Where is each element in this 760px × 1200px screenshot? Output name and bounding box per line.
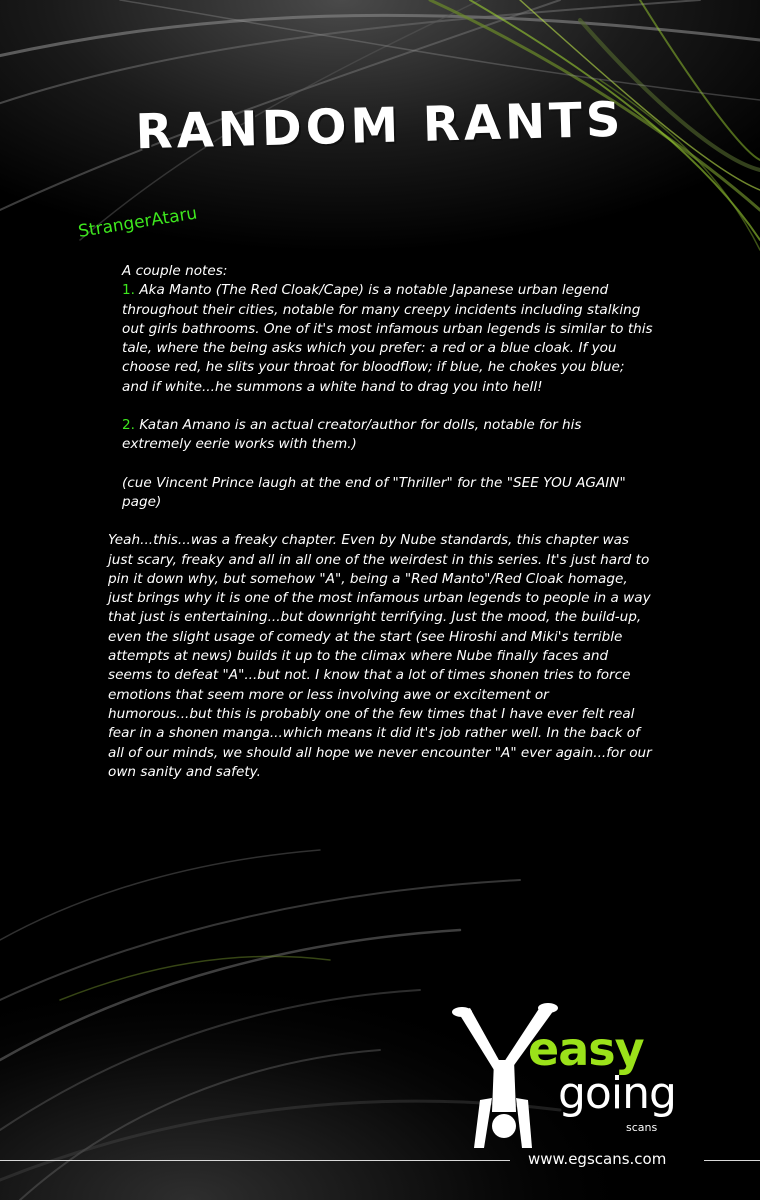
note-1-number: 1. bbox=[122, 282, 135, 299]
author-name: StrangerAtaru bbox=[76, 203, 199, 242]
note-2-number: 2. bbox=[122, 417, 135, 434]
logo-text-easy: easy bbox=[528, 1022, 644, 1076]
logo-text-scans: scans bbox=[626, 1121, 658, 1134]
footer-divider-left bbox=[0, 1160, 510, 1161]
footer-url: www.egscans.com bbox=[528, 1150, 667, 1168]
logo-text-going: going bbox=[558, 1068, 676, 1119]
rant-body: Yeah...this...was a freaky chapter. Even by Nube standards, this chapter was just scary, freaky and all in all one of the weirdest in this series. It's just hard to pin it down why, but somehow "A", being a "Red Manto"/Red Cloak homage, just brings why it is one of the most infamous urban legends to people in a way that just is entertaining...but downright terrifying. Just the mood, the build-up, even the slight usage of comedy at the start (see Hiroshi and Miki's terrible attempts at news) builds it up to the climax where Nube finally faces and seems to defeat "A"...but not. I know that a lot of times shonen tries to force emotions that seem more or less involving awe or excitement or humorous...but this is probably one of the few times that I have ever felt real fear in a shonen manga...which means it did it's job rather well. In the back of all of our minds, we should all hope we never encounter "A" ever again...for our own sanity and safety. bbox=[108, 532, 652, 780]
note-2-text: Katan Amano is an actual creator/author for dolls, notable for his extremely eerie works with them.) bbox=[122, 417, 582, 453]
scanlation-logo bbox=[450, 1000, 710, 1150]
note-1-text: Aka Manto (The Red Cloak/Cape) is a notable Japanese urban legend throughout their cities, notable for many creepy incidents including stalking out girls bathrooms. One of it's most infamous urban legends is similar to this tale, where the being asks which you prefer: a red or a blue cloak. If you choose red, he slits your throat for bloodflow; if blue, he chokes you blue; and if white...he summons a white hand to drag you into hell! bbox=[122, 282, 653, 395]
cue-note: (cue Vincent Prince laugh at the end of "Thriller" for the "SEE YOU AGAIN" page) bbox=[122, 474, 626, 510]
note-2 bbox=[108, 416, 653, 455]
rant-intro: A couple notes: bbox=[122, 263, 228, 279]
footer-divider-right bbox=[704, 1160, 760, 1161]
note-1 bbox=[108, 281, 653, 397]
rant-text bbox=[108, 262, 653, 782]
page-title: RANDOM RANTS bbox=[134, 91, 626, 161]
